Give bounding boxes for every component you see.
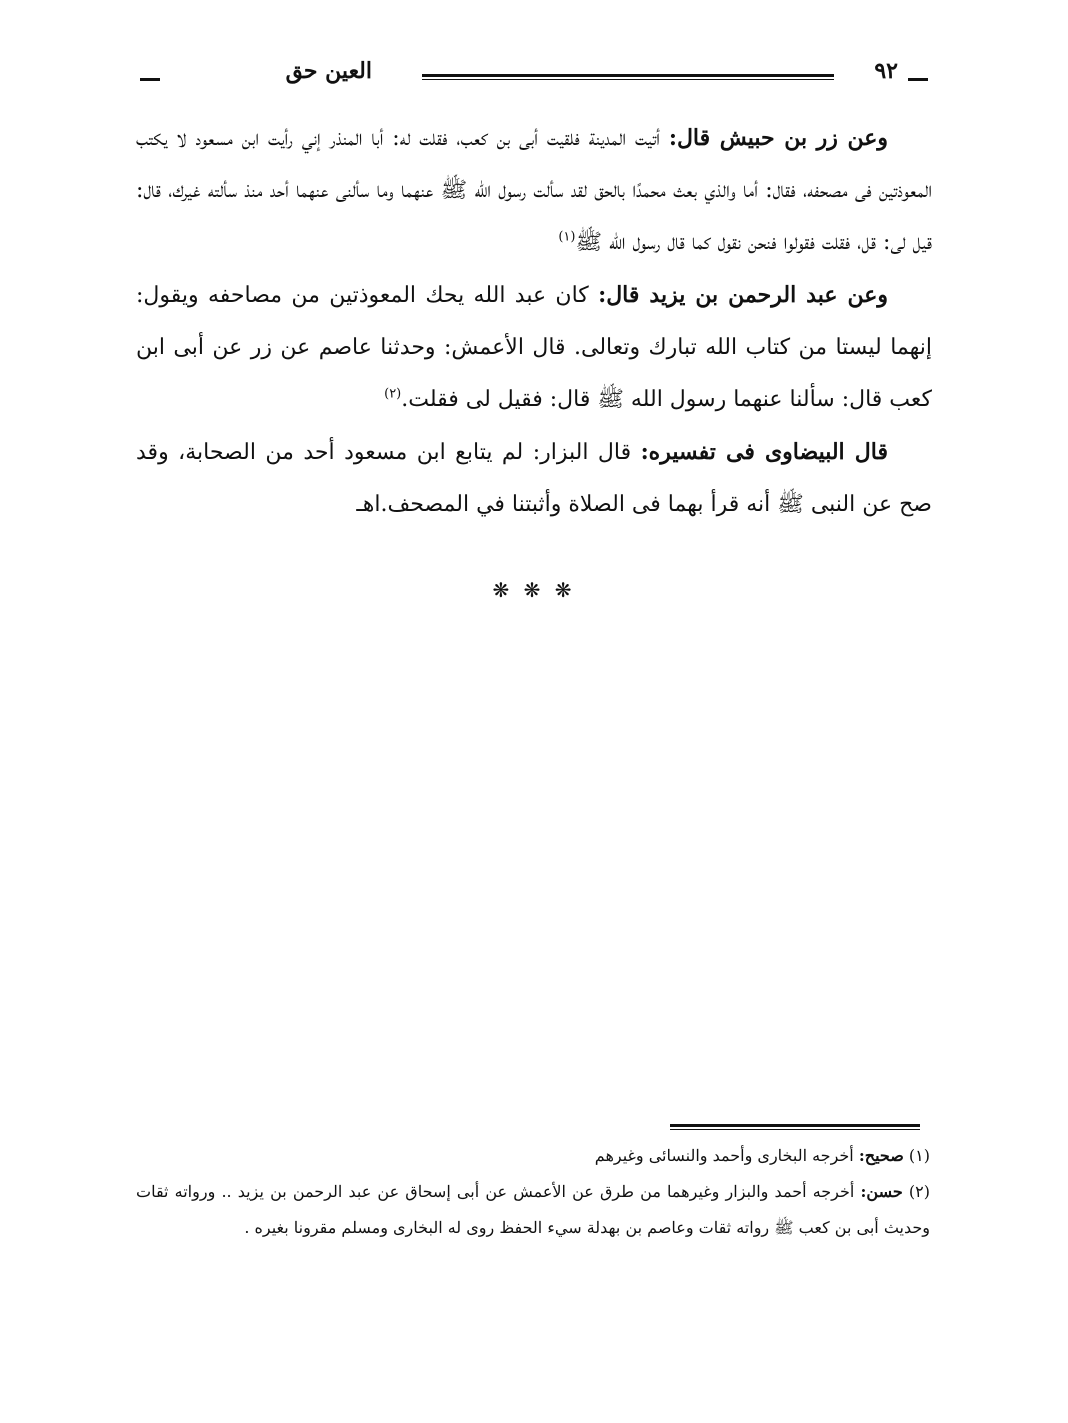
header-rule-center-thin	[422, 79, 834, 80]
paragraph-body: أتيت المدينة فلقيت أبى بن كعب، فقلت له: أبا المنذر إني رأيت ابن مسعود لا يكتب المعوذتين فى مصحفه، فقال: أما والذي بعث محمدًا بالحق لقد سألت رسول الله ﷺ عنهما وما سألنى عنهما أحد منذ سألته غيرك، قال: قيل لى: قل، فقلت فقولوا فنحن نقول كما قال رسول الله ﷺ	[136, 126, 932, 255]
header-rule-center	[422, 74, 834, 77]
paragraph	[136, 112, 932, 269]
footnote-number: (٢)	[908, 1182, 930, 1201]
paragraph-lead: وعن زر بن حبيش قال:	[668, 125, 888, 151]
header-rule-left	[140, 78, 160, 81]
footnotes	[136, 1138, 930, 1246]
main-text	[136, 112, 932, 531]
footnote-reference: (١)	[558, 229, 576, 245]
footnote-rule-thin	[670, 1129, 920, 1130]
footnote-rule	[670, 1124, 920, 1127]
section-separator: ❋ ❋ ❋	[492, 578, 576, 602]
paragraph	[136, 426, 932, 531]
page-number: ٩٢	[874, 58, 898, 84]
footnote-item	[136, 1174, 930, 1246]
footnote-number: (١)	[908, 1146, 930, 1165]
footnote-lead: حسن:	[860, 1182, 903, 1201]
footnote-lead: صحيح:	[858, 1146, 904, 1165]
footnote-reference: (٢)	[384, 386, 402, 402]
page-header	[140, 58, 928, 98]
paragraph-body: قال البزار: لم يتابع ابن مسعود أحد من الصحابة، وقد صح عن النبى ﷺ أنه قرأ بهما فى الصلاة وأثبتنا في المصحف.اهـ	[136, 440, 932, 517]
paragraph-body: كان عبد الله يحك المعوذتين من مصاحفه ويقول: إنهما ليستا من كتاب الله تبارك وتعالى. قال الأعمش: وحدثنا عاصم عن زر عن أبى ابن كعب قال: سألنا عنهما رسول الله ﷺ قال: فقيل لى فقلت.	[136, 283, 932, 412]
footnote-item	[136, 1138, 930, 1174]
paragraph-lead: وعن عبد الرحمن بن يزيد قال:	[598, 282, 888, 308]
paragraph-lead: قال البيضاوى فى تفسيره:	[640, 439, 888, 465]
header-rule-right	[908, 78, 928, 81]
running-title: العين حق	[285, 58, 372, 84]
footnote-text: أخرجه البخارى وأحمد والنسائى وغيرهم	[594, 1146, 859, 1165]
paragraph	[136, 269, 932, 426]
footnote-text: أخرجه أحمد والبزار وغيرهما من طرق عن الأعمش عن أبى إسحاق عن عبد الرحمن بن يزيد .. ورواته ثقات وحديث أبى بن كعب ﷺ رواته ثقات وعاصم بن بهدلة سيء الحفظ روى له البخارى ومسلم مقرونا بغيره .	[136, 1182, 930, 1237]
